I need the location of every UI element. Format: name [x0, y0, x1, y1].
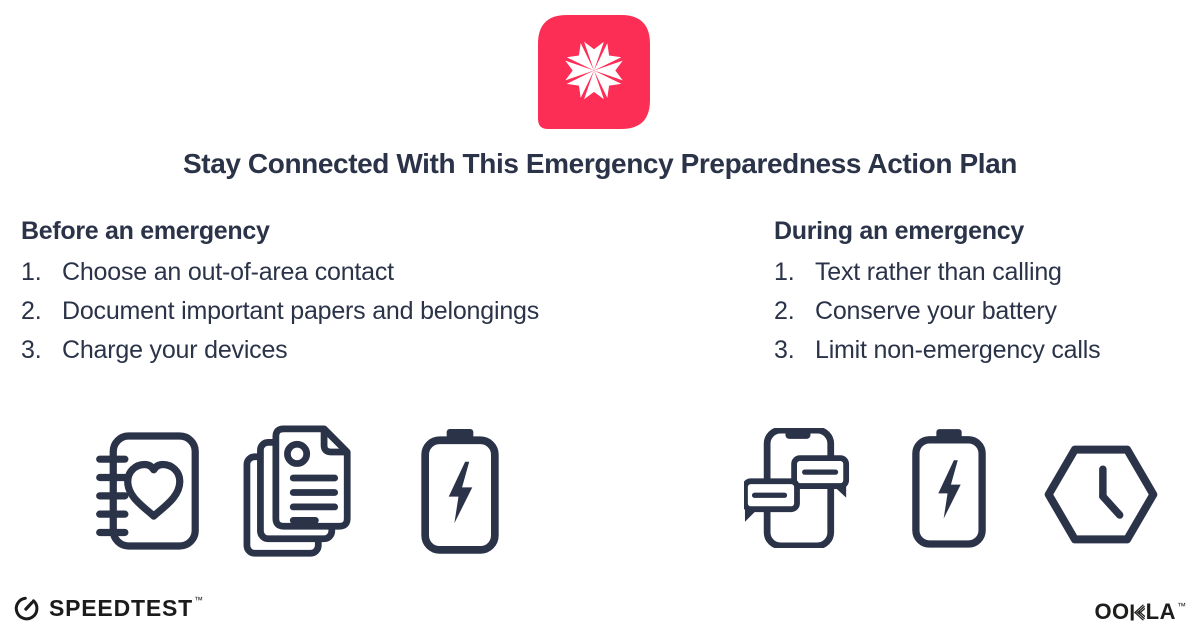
trademark-mark: ™ [193, 595, 203, 605]
list-item [21, 331, 539, 370]
charged-battery-icon [912, 429, 986, 553]
list-item-number: 1. [774, 258, 795, 286]
speedtest-gauge-icon [12, 593, 42, 623]
list-item [21, 253, 539, 292]
before-emergency-list [21, 253, 539, 370]
list-item-number: 2. [774, 297, 795, 325]
list-item-text: Charge your devices [62, 336, 288, 364]
list-item [21, 292, 539, 331]
list-item-text: Text rather than calling [815, 258, 1062, 286]
list-item-number: 3. [774, 336, 795, 364]
list-item [774, 253, 1100, 292]
phone-text-messages-icon [744, 428, 850, 553]
asterisk-speech-bubble-icon [538, 15, 650, 129]
page-title: Stay Connected With This Emergency Preparedness Action Plan [183, 148, 1017, 179]
list-item-number: 3. [21, 336, 42, 364]
list-item-text: Document important papers and belongings [62, 297, 540, 325]
charged-battery-icon [421, 429, 499, 559]
section-heading-during: During an emergency [774, 217, 1024, 245]
list-item-number: 1. [21, 258, 42, 286]
ookla-wordmark-left: OO [1094, 599, 1130, 624]
before-emergency-section [21, 217, 539, 370]
speedtest-logo [12, 593, 203, 623]
list-item-text: Conserve your battery [815, 297, 1057, 325]
ookla-k-icon [1130, 604, 1145, 621]
list-item [774, 331, 1100, 370]
clock-hexagon-icon [1044, 443, 1158, 551]
during-emergency-section [774, 217, 1100, 370]
asterisk-bubble-logo [538, 15, 650, 129]
section-heading-before: Before an emergency [21, 217, 270, 245]
documents-stack-icon [241, 424, 357, 564]
list-item-number: 2. [21, 297, 42, 325]
ookla-logo [1094, 599, 1186, 625]
trademark-mark: ™ [1177, 601, 1186, 611]
list-item-text: Choose an out-of-area contact [62, 258, 394, 286]
contact-book-heart-icon [93, 432, 201, 555]
speedtest-wordmark: SPEEDTEST [49, 594, 193, 621]
during-emergency-list [774, 253, 1100, 370]
ookla-wordmark-right: LA [1145, 599, 1176, 624]
list-item-text: Limit non-emergency calls [815, 336, 1101, 364]
list-item [774, 292, 1100, 331]
